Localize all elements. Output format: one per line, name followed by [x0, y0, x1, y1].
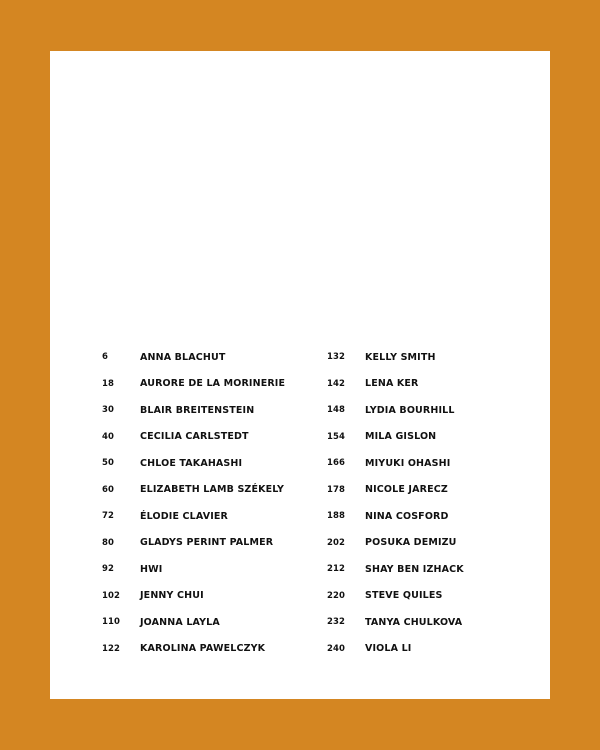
artist-name: HWI: [140, 563, 163, 575]
artist-name: GLADYS PERINT PALMER: [140, 537, 274, 549]
page-number: 80: [102, 537, 115, 548]
page-number: 122: [102, 643, 121, 654]
artist-name: KAROLINA PAWELCZYK: [140, 643, 266, 655]
contents-entry: [327, 424, 464, 451]
artist-name: KELLY SMITH: [365, 351, 436, 363]
contents-entry: [102, 556, 285, 583]
artist-name: ÉLODIE CLAVIER: [140, 510, 229, 522]
page-number: 40: [102, 431, 115, 442]
page-number: 72: [102, 511, 115, 522]
artist-name: MILA GISLON: [365, 431, 437, 443]
page-number: 220: [327, 590, 346, 601]
contents-entry: [327, 371, 464, 398]
contents-entry: [327, 397, 464, 424]
page-number: 50: [102, 458, 115, 469]
artist-name: LENA KER: [365, 378, 419, 390]
page-number: 178: [327, 484, 346, 495]
contents-column-left: [102, 344, 285, 662]
artist-name: BLAIR BREITENSTEIN: [140, 404, 255, 416]
contents-entry: [102, 424, 285, 451]
page-number: 202: [327, 537, 346, 548]
contents-entry: [327, 530, 464, 557]
contents-entry: [102, 371, 285, 398]
page-number: 148: [327, 405, 346, 416]
artist-name: SHAY BEN IZHACK: [365, 563, 464, 575]
contents-entry: [327, 344, 464, 371]
artist-name: VIOLA LI: [365, 643, 412, 655]
contents-entry: [327, 556, 464, 583]
artist-name: NINA COSFORD: [365, 510, 449, 522]
artist-name: STEVE QUILES: [365, 590, 443, 602]
contents-column-right: [327, 344, 464, 662]
artist-name: LYDIA BOURHILL: [365, 404, 455, 416]
contents-entry: [102, 397, 285, 424]
page-number: 92: [102, 564, 115, 575]
artist-name: JOANNA LAYLA: [140, 616, 220, 628]
contents-entry: [102, 583, 285, 610]
contents-entry: [327, 450, 464, 477]
contents-entry: [327, 477, 464, 504]
page-number: 30: [102, 405, 115, 416]
artist-name: MIYUKI OHASHI: [365, 457, 451, 469]
artist-name: ELIZABETH LAMB SZÉKELY: [140, 484, 285, 496]
page-number: 188: [327, 511, 346, 522]
contents-entry: [102, 503, 285, 530]
contents-entry: [327, 583, 464, 610]
artist-name: TANYA CHULKOVA: [365, 616, 463, 628]
page-number: 110: [102, 617, 121, 628]
contents-entry: [102, 530, 285, 557]
artist-name: CECILIA CARLSTEDT: [140, 431, 249, 443]
page-number: 232: [327, 617, 346, 628]
page-number: 142: [327, 378, 346, 389]
artist-name: NICOLE JARECZ: [365, 484, 448, 496]
page-number: 60: [102, 484, 115, 495]
contents-entry: [102, 477, 285, 504]
artist-name: JENNY CHUI: [140, 590, 204, 602]
page-number: 6: [102, 352, 109, 363]
page-number: 154: [327, 431, 346, 442]
contents-entry: [327, 503, 464, 530]
contents-entry: [102, 636, 285, 663]
contents-page: [50, 51, 550, 699]
page-number: 240: [327, 643, 346, 654]
contents-entry: [327, 609, 464, 636]
contents-entry: [102, 344, 285, 371]
artist-name: CHLOE TAKAHASHI: [140, 457, 243, 469]
contents-entry: [327, 636, 464, 663]
page-number: 132: [327, 352, 346, 363]
contents-entry: [102, 609, 285, 636]
page-number: 18: [102, 378, 115, 389]
artist-name: ANNA BLACHUT: [140, 351, 226, 363]
page-number: 212: [327, 564, 346, 575]
artist-name: AURORE DE LA MORINERIE: [140, 378, 286, 390]
page-number: 102: [102, 590, 121, 601]
contents-entry: [102, 450, 285, 477]
artist-name: POSUKA DEMIZU: [365, 537, 457, 549]
page-number: 166: [327, 458, 346, 469]
